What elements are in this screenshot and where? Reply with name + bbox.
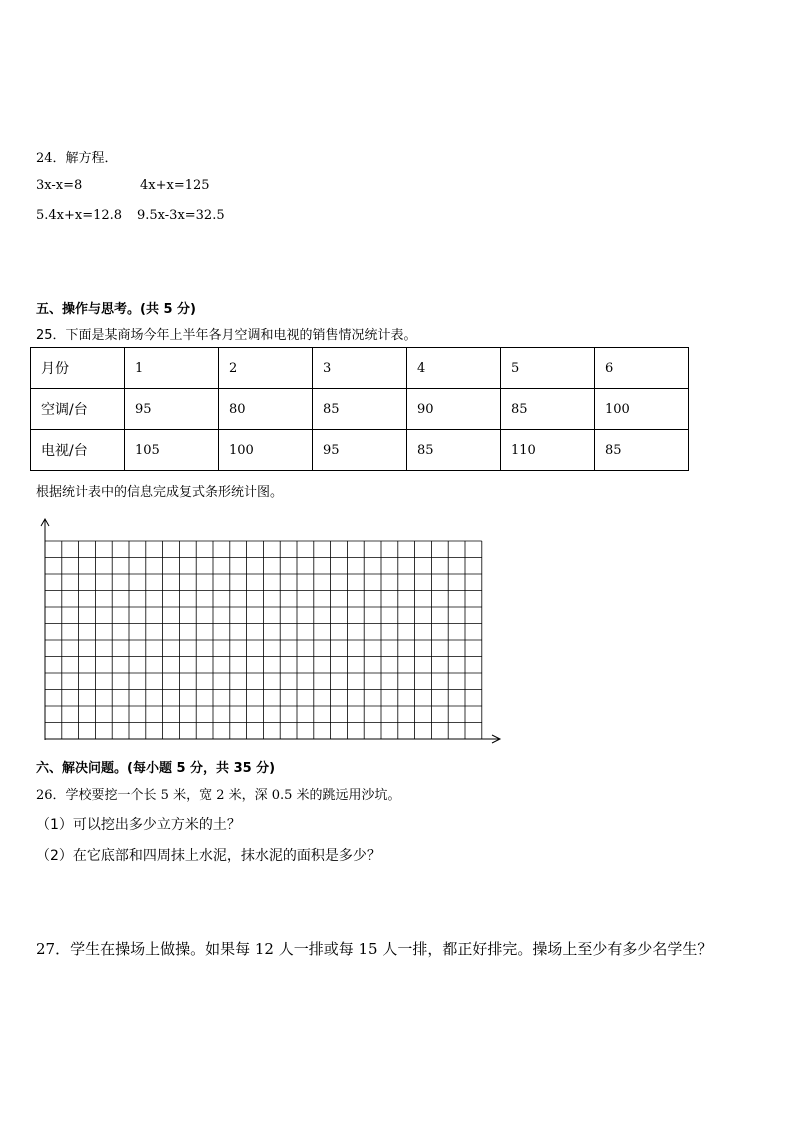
q25-title: 25．下面是某商场今年上半年各月空调和电视的销售情况统计表。 (36, 328, 417, 343)
equation-3: 5.4x+x=12.8 (36, 208, 123, 223)
table-row (31, 389, 689, 430)
table-cell: 80 (219, 389, 313, 430)
section-6-heading: 六、解决问题。(每小题 5 分，共 35 分) (36, 761, 276, 776)
table-cell: 电视/台 (31, 430, 125, 471)
q26-sub-question-1: （1）可以挖出多少立方米的土？ (36, 817, 241, 833)
table-cell: 90 (407, 389, 501, 430)
table-cell: 100 (595, 389, 689, 430)
blank-chart-grid (36, 515, 506, 745)
table-cell: 月份 (31, 348, 125, 389)
table-cell: 85 (313, 389, 407, 430)
q26-sub-question-2: （2）在它底部和四周抹上水泥，抹水泥的面积是多少？ (36, 848, 381, 864)
table-cell: 4 (407, 348, 501, 389)
q26-title: 26．学校要挖一个长 5 米，宽 2 米，深 0.5 米的跳远用沙坑。 (36, 788, 401, 803)
q24-title: 24．解方程． (36, 151, 118, 166)
table-cell: 95 (125, 389, 219, 430)
equation-4: 9.5x-3x=32.5 (137, 208, 225, 223)
table-cell: 空调/台 (31, 389, 125, 430)
table-cell: 105 (125, 430, 219, 471)
table-cell: 110 (501, 430, 595, 471)
q25-instruction: 根据统计表中的信息完成复式条形统计图。 (36, 485, 284, 500)
table-cell: 1 (125, 348, 219, 389)
table-row (31, 348, 689, 389)
table-row (31, 430, 689, 471)
sales-table (30, 347, 689, 471)
table-cell: 100 (219, 430, 313, 471)
table-cell: 85 (501, 389, 595, 430)
q27-title: 27．学生在操场上做操。如果每 12 人一排或每 15 人一排，都正好排完。操场上至少有多少名学生？ (36, 940, 713, 958)
table-cell: 3 (313, 348, 407, 389)
table-cell: 95 (313, 430, 407, 471)
equation-1: 3x-x=8 (36, 178, 83, 193)
table-cell: 85 (595, 430, 689, 471)
table-cell: 5 (501, 348, 595, 389)
table-cell: 85 (407, 430, 501, 471)
equation-2: 4x+x=125 (140, 178, 210, 193)
table-cell: 2 (219, 348, 313, 389)
section-5-heading: 五、操作与思考。(共 5 分) (36, 302, 196, 317)
table-cell: 6 (595, 348, 689, 389)
